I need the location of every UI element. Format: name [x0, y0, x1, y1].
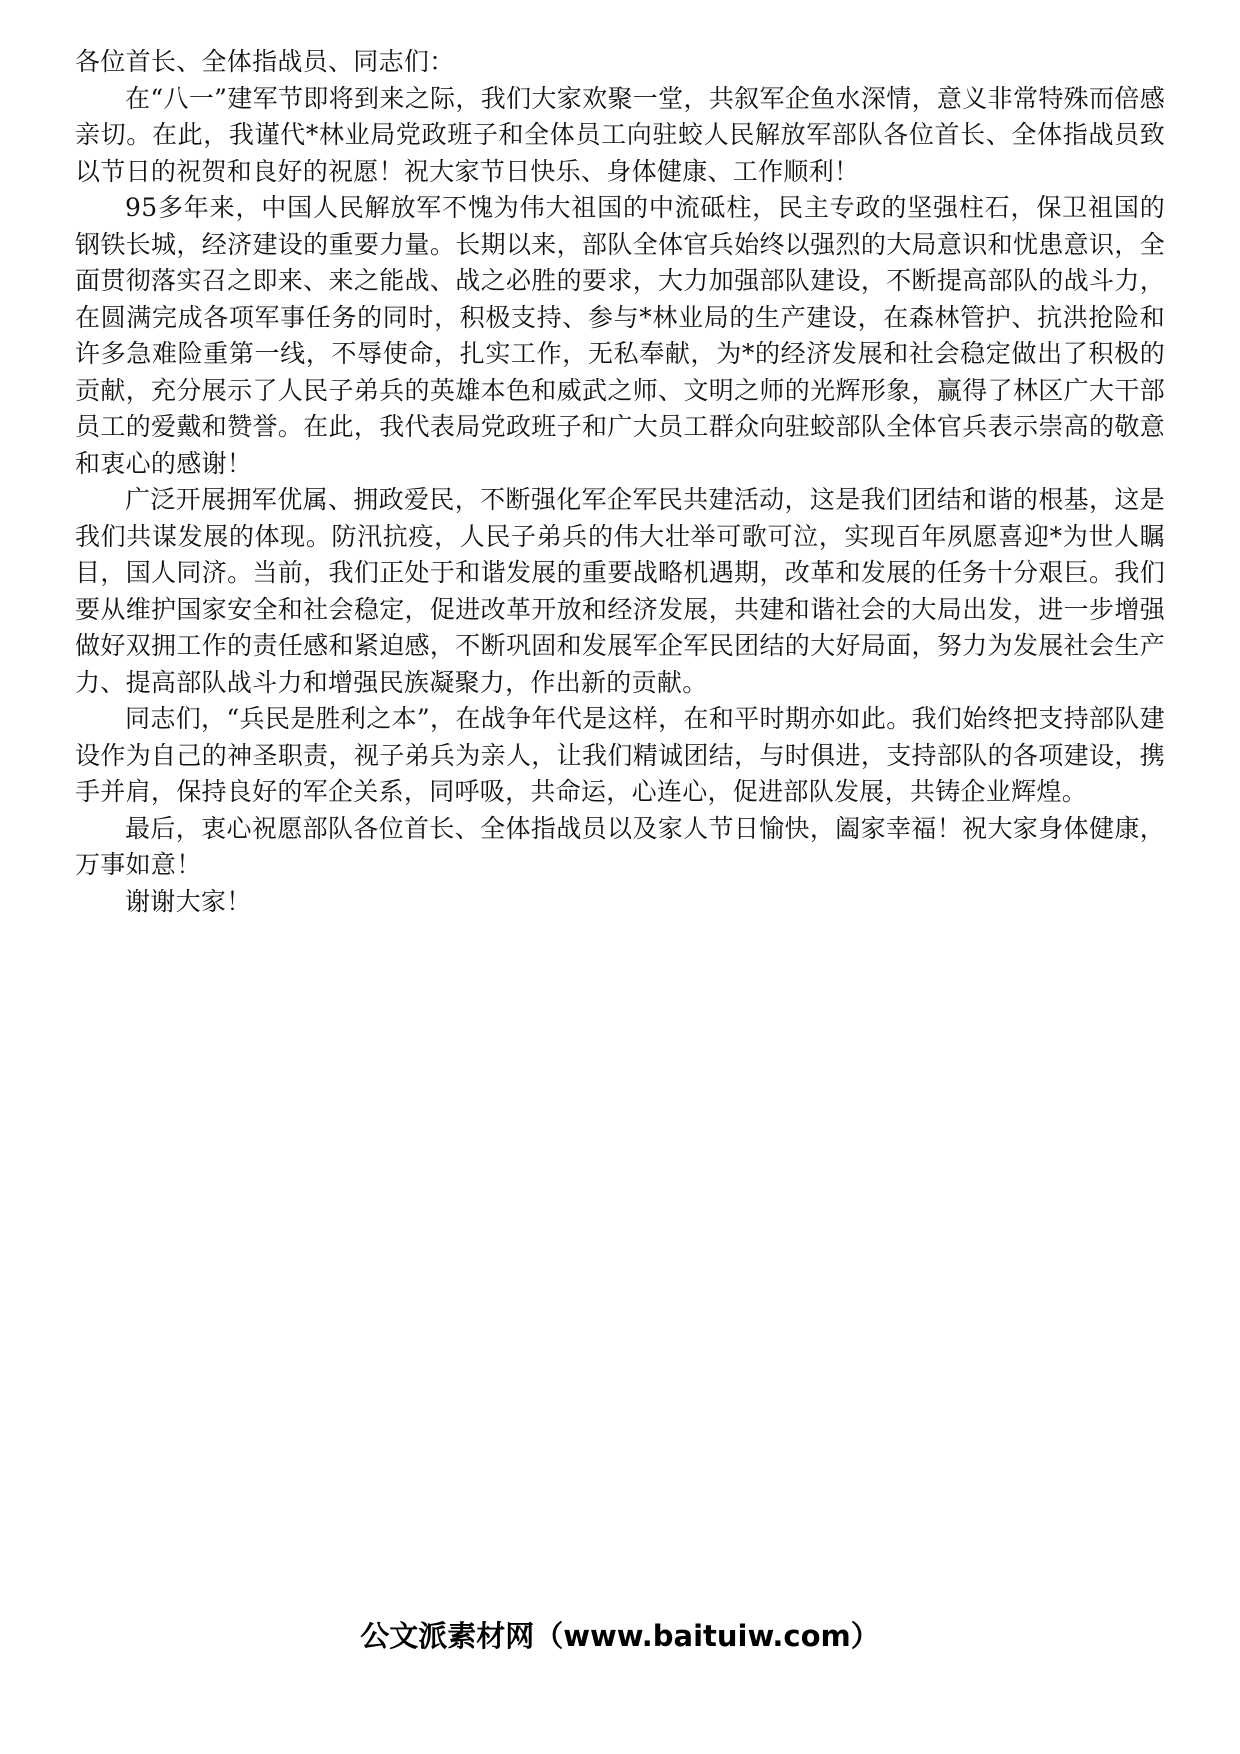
- salutation: 各位首长、全体指战员、同志们：: [75, 47, 455, 76]
- paragraph-opening: 在“八一”建军节即将到来之际，我们大家欢聚一堂，共叙军企鱼水深情，意义非常特殊而倍感亲切。在此，我谨代*林业局党政班子和全体员工向驻蛟人民解放军部队各位首长、全体指战员致以节日的祝贺和良好的祝愿！祝大家节日快乐、身体健康、工作顺利！: [75, 83, 1165, 186]
- paragraph-army-contribution: 95多年来，中国人民解放军不愧为伟大祖国的中流砥柱，民主专政的坚强柱石，保卫祖国的钢铁长城，经济建设的重要力量。长期以来，部队全体官兵始终以强烈的大局意识和忧患意识，全面贯彻落实召之即来、来之能战、战之必胜的要求，大力加强部队建设，不断提高部队的战斗力，在圆满完成各项军事任务的同时，积极支持、参与*林业局的生产建设，在森林管护、抗洪抢险和许多急难险重第一线，不辱使命，扎实工作，无私奉献，为*的经济发展和社会稳定做出了积极的贡献，充分展示了人民子弟兵的英雄本色和威武之师、文明之师的光辉形象，赢得了林区广大干部员工的爱戴和赞誉。在此，我代表局党政班子和广大员工群众向驻蛟部队全体官兵表示崇高的敬意和衷心的感谢！: [75, 193, 1165, 478]
- paragraph-closing-wishes: 最后，衷心祝愿部队各位首长、全体指战员以及家人节日愉快，阖家幸福！祝大家身体健康，万事如意！: [75, 813, 1165, 879]
- speech-body: [75, 44, 1165, 920]
- paragraph-joint-building: 广泛开展拥军优属、拥政爱民，不断强化军企军民共建活动，这是我们团结和谐的根基，这是我们共谋发展的体现。防汛抗疫，人民子弟兵的伟大壮举可歌可泣，实现百年夙愿喜迎*为世人瞩目，国人同济。当前，我们正处于和谐发展的重要战略机遇期，改革和发展的任务十分艰巨。我们要从维护国家安全和社会稳定，促进改革开放和经济发展，共建和谐社会的大局出发，进一步增强做好双拥工作的责任感和紧迫感，不断巩固和发展军企军民团结的大好局面，努力为发展社会生产力、提高部队战斗力和增强民族凝聚力，作出新的贡献。: [75, 485, 1165, 697]
- paragraph-thanks: 谢谢大家！: [125, 886, 252, 916]
- paragraph-comrades: 同志们，“兵民是胜利之本”，在战争年代是这样，在和平时期亦如此。我们始终把支持部队建设作为自己的神圣职责，视子弟兵为亲人，让我们精诚团结，与时俱进，支持部队的各项建设，携手并肩，保持良好的军企关系，同呼吸，共命运，心连心，促进部队发展，共铸企业辉煌。: [75, 704, 1165, 806]
- footer-watermark: 公文派素材网（www.baituiw.com）: [360, 1619, 880, 1653]
